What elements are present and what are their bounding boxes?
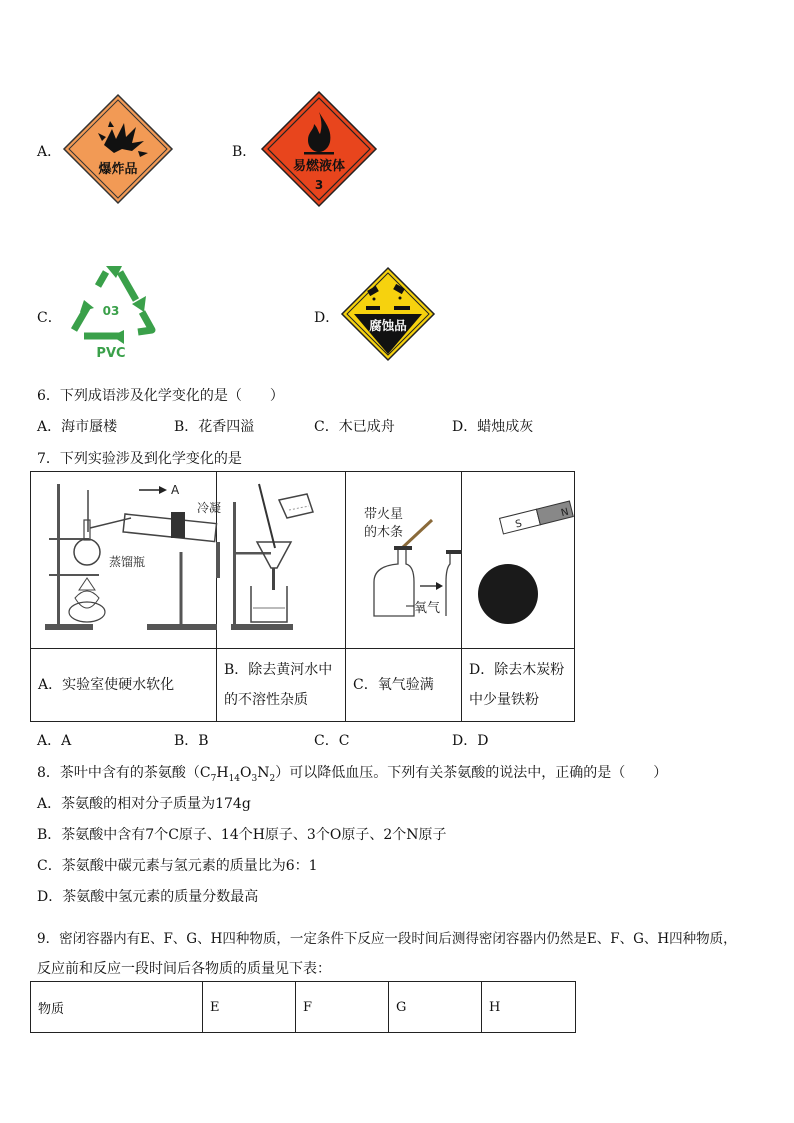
q6-option-b: B．花香四溢 — [174, 419, 255, 435]
cell-b — [217, 649, 346, 722]
q6-stem: 6．下列成语涉及化学变化的是（ ） — [37, 388, 284, 404]
magnet-cell — [462, 472, 575, 649]
splint-label: 带火星 — [364, 507, 404, 522]
condenser-label: 冷凝 — [197, 501, 222, 515]
option-d-label: D． — [314, 310, 340, 326]
header-g: G — [389, 982, 482, 1033]
q8-option-b: B．茶氨酸中含有7个C原子、14个H原子、3个O原子、2个N原子 — [37, 827, 447, 843]
q9-mass-table — [30, 981, 576, 1033]
cell-d — [462, 649, 575, 722]
flammable-liquid-sign-icon — [260, 90, 378, 208]
q8-option-c: C．茶氨酸中碳元素与氢元素的质量比为6：1 — [37, 858, 318, 874]
cell-b-text-1: B．除去黄河水中 — [224, 662, 333, 678]
q7-option-b: B．B — [174, 733, 209, 749]
cell-a-text: A．实验室使硬水软化 — [38, 677, 175, 693]
header-h: H — [482, 982, 576, 1033]
q7-option-d: D．D — [452, 733, 489, 749]
magnet-n: N — [559, 506, 570, 520]
q7-stem: 7．下列实验涉及到化学变化的是 — [37, 451, 242, 467]
oxygen-check-apparatus-icon — [346, 472, 462, 648]
oxygen-label: 氧气 — [414, 601, 441, 616]
flammable-sign-number: 3 — [314, 178, 324, 192]
cell-a — [31, 649, 217, 722]
explosive-sign-icon — [62, 93, 174, 205]
cell-d-text-1: D．除去木炭粉 — [469, 662, 565, 678]
magnet-s: S — [514, 518, 524, 531]
option-c-label: C． — [37, 310, 62, 326]
q7-option-c: C．C — [314, 733, 350, 749]
header-e: E — [203, 982, 296, 1033]
flammable-sign-text: 易燃液体 — [292, 159, 346, 174]
distillation-cell — [31, 472, 222, 649]
q8-option-d: D．茶氨酸中氢元素的质量分数最高 — [37, 889, 259, 905]
oxygen-check-cell — [346, 472, 462, 649]
cell-c — [346, 649, 462, 722]
recycling-pvc-icon — [62, 260, 164, 365]
recycle-material: PVC — [96, 346, 126, 361]
flask-label: 蒸馏瓶 — [109, 555, 146, 569]
filtration-cell — [217, 472, 346, 649]
q7-experiment-table — [30, 471, 575, 722]
q6-option-c: C．木已成舟 — [314, 419, 395, 435]
option-a-label: A． — [37, 144, 62, 160]
filtration-apparatus-icon — [217, 472, 346, 648]
cell-d-text-2: 中少量铁粉 — [469, 692, 539, 708]
q6-option-a: A．海市蜃楼 — [37, 419, 118, 435]
header-f: F — [296, 982, 389, 1033]
q7-options — [37, 730, 597, 750]
q8-option-a: A．茶氨酸的相对分子质量为174g — [37, 796, 251, 812]
q7-option-a: A．A — [37, 733, 72, 749]
option-b-label: B． — [232, 144, 257, 160]
magnet-separation-icon — [462, 472, 575, 648]
splint-label-2: 的木条 — [364, 525, 404, 540]
q9-stem-1: 9．密闭容器内有E、F、G、H四种物质，一定条件下反应一段时间后测得密闭容器内仍然是E、F、G、H四种物质， — [37, 931, 737, 947]
cell-b-text-2: 的不溶性杂质 — [224, 692, 308, 708]
q6-options — [37, 416, 597, 436]
explosive-sign-text: 爆炸品 — [98, 162, 138, 177]
recycle-code: 03 — [102, 304, 120, 318]
q6-option-d: D．蜡烛成灰 — [452, 419, 534, 435]
arrow-label-a: A — [171, 483, 180, 497]
q9-stem-2: 反应前和反应一段时间后各物质的质量见下表： — [37, 961, 331, 977]
corrosive-sign-text: 腐蚀品 — [369, 318, 407, 333]
cell-c-text: C．氧气验满 — [353, 677, 434, 693]
distillation-apparatus-icon — [31, 472, 222, 648]
q8-stem: 8．茶叶中含有的茶氨酸$(C_7H_{14}O_3N_2)$可以降低血压。下列有关茶氨酸的说法中，正确的是（ ） — [37, 765, 668, 784]
corrosive-sign-icon — [340, 266, 436, 362]
header-substance: 物质 — [31, 982, 203, 1033]
